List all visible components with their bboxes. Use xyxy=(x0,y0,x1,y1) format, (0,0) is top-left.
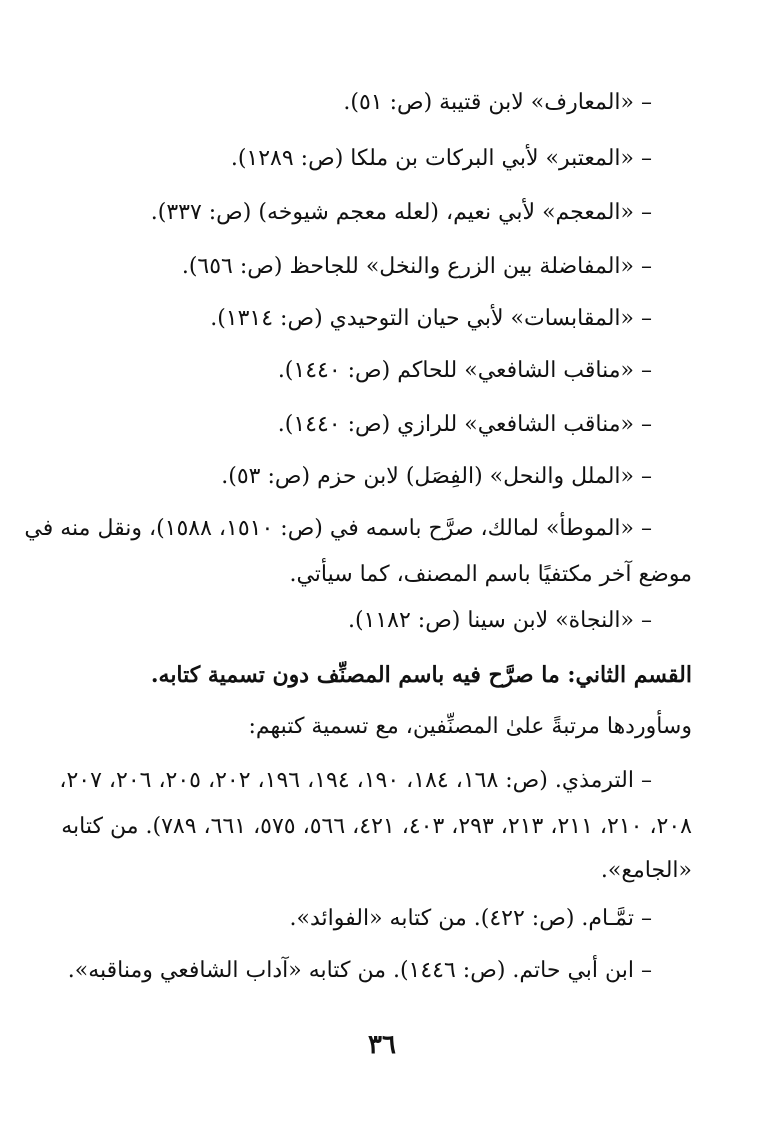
reference-entry: – «المفاضلة بين الزرع والنخل» للجاحظ (ص: ٦٥٦). xyxy=(181,254,652,279)
reference-entry: – «المعجم» لأبي نعيم، (لعله معجم شيوخه) (ص: ٣٣٧). xyxy=(150,200,652,225)
reference-entry: – «المعارف» لابن قتيبة (ص: ٥١). xyxy=(343,90,652,115)
author-entry: – تمَّـام. (ص: ٤٢٢). من كتابه «الفوائد». xyxy=(289,906,652,931)
reference-entry: – «الملل والنحل» (الفِصَل) لابن حزم (ص: ٥٣). xyxy=(221,464,652,489)
section-intro: وسأوردها مرتبةً علىٰ المصنِّفين، مع تسمية كتبهم: xyxy=(248,714,692,739)
author-entry-continuation: «الجامع». xyxy=(600,858,692,883)
reference-entry: – «المعتبر» لأبي البركات بن ملكا (ص: ١٢٨٩). xyxy=(230,146,652,171)
reference-entry: – «النجاة» لابن سينا (ص: ١١٨٢). xyxy=(347,608,652,633)
author-entry: – ابن أبي حاتم. (ص: ١٤٤٦). من كتابه «آداب الشافعي ومناقبه». xyxy=(67,958,652,983)
reference-entry-continuation: موضع آخر مكتفيًا باسم المصنف، كما سيأتي. xyxy=(289,562,692,587)
reference-entry: – «المقابسات» لأبي حيان التوحيدي (ص: ١٣١٤). xyxy=(210,306,652,331)
page-number: ٣٦ xyxy=(368,1030,396,1060)
reference-entry: – «مناقب الشافعي» للرازي (ص: ١٤٤٠). xyxy=(277,412,652,437)
reference-entry: – «مناقب الشافعي» للحاكم (ص: ١٤٤٠). xyxy=(277,358,652,383)
section-heading: القسم الثاني: ما صرَّح فيه باسم المصنِّف دون تسمية كتابه. xyxy=(150,662,692,688)
reference-entry: – «الموطأ» لمالك، صرَّح باسمه في (ص: ١٥١٠، ١٥٨٨)، ونقل منه في xyxy=(24,516,652,541)
author-entry-continuation: ٢٠٨، ٢١٠، ٢١١، ٢١٣، ٢٩٣، ٤٠٣، ٤٢١، ٥٦٦، ٥٧٥، ٦٦١، ٧٨٩). من كتابه xyxy=(61,814,692,839)
author-entry: – الترمذي. (ص: ١٦٨، ١٨٤، ١٩٠، ١٩٤، ١٩٦، ٢٠٢، ٢٠٥، ٢٠٦، ٢٠٧، xyxy=(59,768,652,793)
